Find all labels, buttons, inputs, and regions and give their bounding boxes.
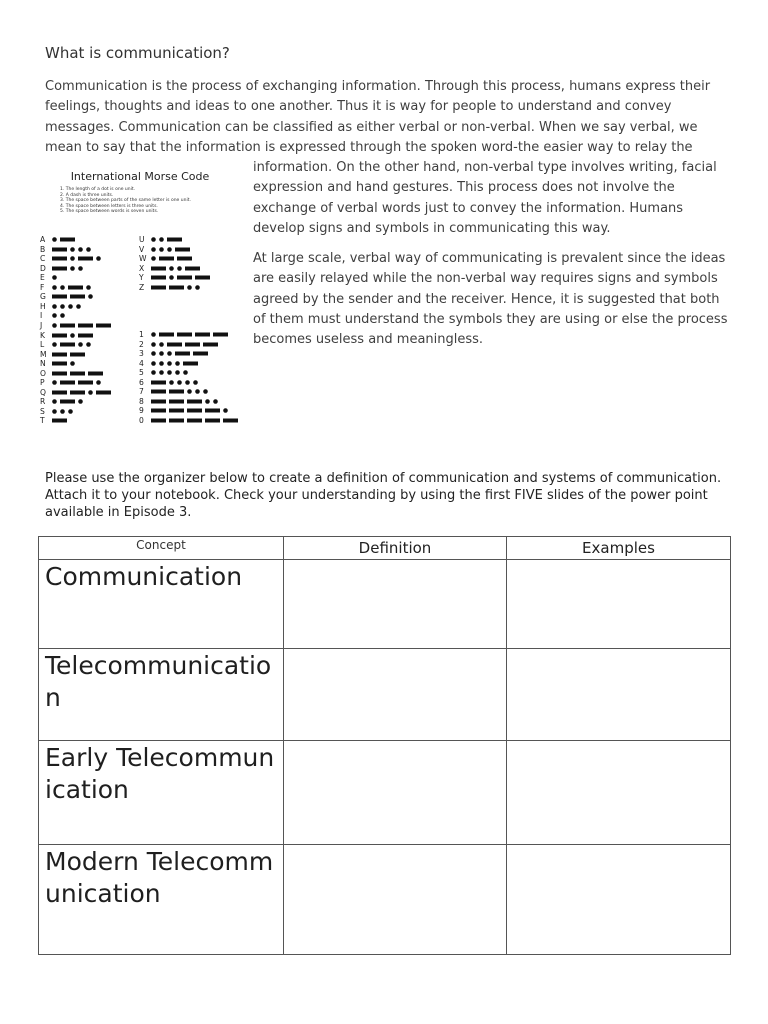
morse-dot <box>203 389 208 394</box>
morse-dash <box>52 390 67 394</box>
morse-character: H <box>40 301 46 311</box>
morse-character: 4 <box>139 358 144 368</box>
morse-dash <box>169 390 184 394</box>
morse-code <box>52 370 106 377</box>
morse-dot <box>151 256 156 261</box>
morse-dot <box>52 409 57 414</box>
morse-rule: 2. A dash is three units. <box>60 192 114 198</box>
morse-chart-rules <box>60 187 191 215</box>
morse-code-symbol <box>151 388 211 395</box>
morse-character: G <box>40 292 46 302</box>
morse-dash <box>151 409 166 413</box>
morse-code <box>52 284 94 291</box>
morse-code-symbol <box>151 360 201 367</box>
morse-dot <box>70 247 75 252</box>
morse-dash <box>183 361 198 365</box>
morse-code <box>52 246 94 253</box>
morse-chart-title: International Morse Code <box>70 170 210 183</box>
morse-dot <box>52 400 57 405</box>
morse-code-symbol <box>52 389 114 396</box>
morse-dot <box>52 323 57 328</box>
morse-code-symbol <box>52 417 70 424</box>
header-examples: Examples <box>507 537 731 560</box>
morse-code-symbol <box>151 407 231 414</box>
morse-code <box>151 388 211 395</box>
morse-code-symbol <box>52 370 106 377</box>
morse-code-symbol <box>151 398 221 405</box>
morse-character: 6 <box>139 377 144 387</box>
morse-dash <box>185 266 200 270</box>
scale-paragraph: At large scale, verbal way of communicating is prevalent since the ideas are easily relayed while the non-verbal way requires signs and symbols agreed by the sender and the receiver. Hence, it is suggested that both of them must understand the symbols they are using or else the process becomes useless and meaningless. <box>253 251 728 348</box>
morse-dot <box>78 266 83 271</box>
morse-dash <box>177 333 192 337</box>
morse-dash <box>169 409 184 413</box>
morse-character: N <box>40 359 46 369</box>
morse-rule: 5. The space between words is seven units. <box>60 209 159 215</box>
morse-code-symbol <box>151 369 191 376</box>
morse-dot <box>159 342 164 347</box>
morse-dot <box>223 409 228 414</box>
morse-dot <box>159 247 164 252</box>
morse-character: V <box>139 244 145 254</box>
morse-dot <box>167 370 172 375</box>
morse-dot <box>70 256 75 261</box>
morse-dash <box>151 418 166 422</box>
morse-dash <box>159 257 174 261</box>
morse-code-symbol <box>52 322 114 329</box>
table-row <box>39 741 731 845</box>
morse-character: S <box>40 406 45 416</box>
morse-dot <box>169 380 174 385</box>
morse-dash <box>60 343 75 347</box>
morse-dot <box>151 332 156 337</box>
morse-dot <box>151 342 156 347</box>
morse-character: E <box>40 273 45 283</box>
morse-character: U <box>139 235 145 244</box>
morse-dash <box>52 419 67 423</box>
morse-dot <box>175 370 180 375</box>
morse-code-symbol <box>52 293 96 300</box>
morse-dash <box>151 266 166 270</box>
morse-code-symbol <box>52 246 94 253</box>
morse-dash <box>68 285 83 289</box>
morse-dot <box>177 380 182 385</box>
examples-cell[interactable] <box>507 560 731 649</box>
morse-dot <box>96 256 101 261</box>
morse-code <box>151 350 211 357</box>
morse-dash <box>151 390 166 394</box>
concept-cell: Modern Telecommunication <box>39 845 284 955</box>
morse-dot <box>151 247 156 252</box>
morse-code-symbol <box>151 246 193 253</box>
morse-dash <box>203 342 218 346</box>
morse-dot <box>70 333 75 338</box>
morse-dot <box>68 304 73 309</box>
definition-cell[interactable] <box>284 845 507 955</box>
morse-code <box>52 408 76 415</box>
morse-dash <box>60 323 75 327</box>
morse-character: W <box>139 254 147 264</box>
morse-code-symbol <box>151 284 203 291</box>
morse-code-symbol <box>52 408 76 415</box>
morse-dash <box>151 399 166 403</box>
morse-dot <box>70 266 75 271</box>
morse-character: 0 <box>139 415 144 425</box>
morse-rule: 4. The space between letters is three units. <box>60 203 158 209</box>
morse-dash <box>70 390 85 394</box>
morse-dot <box>68 409 73 414</box>
morse-dot <box>86 342 91 347</box>
examples-cell[interactable] <box>507 649 731 741</box>
morse-dash <box>70 352 85 356</box>
intro-paragraph-continued: information. On the other hand, non-verbal type involves writing, facial expression and hand gestures. This process does not involve the exchange of verbal words just to convey the information. Humans develop signs and symbols in communicating this way. <box>253 160 717 236</box>
morse-code-symbol <box>52 303 84 310</box>
morse-code-symbol <box>151 274 213 281</box>
morse-dash <box>52 352 67 356</box>
morse-dot <box>52 380 57 385</box>
morse-dot <box>151 361 156 366</box>
table-row <box>39 560 731 649</box>
morse-dash <box>175 247 190 251</box>
morse-dash <box>60 238 75 242</box>
morse-dash <box>195 333 210 337</box>
morse-character: 5 <box>139 368 144 378</box>
definition-cell[interactable] <box>284 741 507 845</box>
morse-dot <box>52 275 57 280</box>
morse-dot <box>52 304 57 309</box>
header-concept: Concept <box>39 537 284 560</box>
morse-character: T <box>40 416 45 426</box>
morse-dot <box>151 351 156 356</box>
morse-dot <box>86 285 91 290</box>
morse-dash <box>213 333 228 337</box>
morse-code <box>52 322 114 329</box>
morse-dash <box>187 409 202 413</box>
morse-code-symbol <box>52 236 78 243</box>
morse-dot <box>86 247 91 252</box>
morse-code <box>151 379 201 386</box>
morse-dot <box>151 237 156 242</box>
morse-dash <box>185 342 200 346</box>
morse-code-symbol <box>151 379 201 386</box>
morse-code <box>151 417 241 424</box>
morse-dot <box>88 390 93 395</box>
morse-character: 8 <box>139 396 144 406</box>
morse-dot <box>52 285 57 290</box>
morse-code-symbol <box>52 341 94 348</box>
morse-dash <box>52 362 67 366</box>
morse-code-symbol <box>52 332 96 339</box>
morse-character: Z <box>139 282 145 292</box>
morse-dash <box>159 333 174 337</box>
definition-cell[interactable] <box>284 649 507 741</box>
morse-dash <box>187 418 202 422</box>
morse-code-symbol <box>151 417 241 424</box>
morse-dash <box>60 400 75 404</box>
morse-code-symbol <box>151 341 221 348</box>
morse-code-symbol <box>151 331 231 338</box>
morse-dash <box>60 381 75 385</box>
morse-dot <box>213 399 218 404</box>
concept-cell: Early Telecommunication <box>39 741 284 845</box>
morse-dash <box>169 399 184 403</box>
morse-code-chart <box>38 163 242 439</box>
morse-dot <box>159 351 164 356</box>
morse-code <box>151 255 195 262</box>
morse-character: O <box>40 368 46 378</box>
morse-character: Q <box>40 387 46 397</box>
morse-character: 2 <box>139 339 144 349</box>
morse-dot <box>151 370 156 375</box>
morse-dash <box>167 342 182 346</box>
morse-dot <box>187 285 192 290</box>
morse-dash <box>193 352 208 356</box>
morse-dot <box>167 247 172 252</box>
morse-code-symbol <box>52 312 68 319</box>
morse-code <box>151 246 193 253</box>
morse-dash <box>52 257 67 261</box>
header-definition: Definition <box>284 537 507 560</box>
morse-code <box>151 398 221 405</box>
morse-code <box>52 417 70 424</box>
morse-dash <box>167 238 182 242</box>
morse-code <box>151 274 213 281</box>
morse-dot <box>78 247 83 252</box>
morse-dash <box>151 285 166 289</box>
morse-dash <box>52 333 67 337</box>
morse-code <box>52 303 84 310</box>
morse-dot <box>169 275 174 280</box>
morse-dot <box>60 304 65 309</box>
morse-dot <box>167 361 172 366</box>
morse-dot <box>76 304 81 309</box>
morse-code-symbol <box>52 255 104 262</box>
morse-character: P <box>40 378 45 388</box>
morse-dot <box>183 370 188 375</box>
morse-character: I <box>40 311 43 321</box>
morse-character: M <box>40 349 47 359</box>
morse-dash <box>205 409 220 413</box>
morse-dash <box>169 418 184 422</box>
morse-code <box>52 341 94 348</box>
morse-dot <box>52 237 57 242</box>
organizer-table <box>38 536 731 955</box>
morse-character: J <box>40 320 43 330</box>
morse-code <box>52 351 88 358</box>
morse-dash <box>169 285 184 289</box>
morse-character: Y <box>139 273 144 283</box>
morse-dash <box>88 371 103 375</box>
morse-character: A <box>40 235 46 244</box>
morse-code <box>52 265 86 272</box>
morse-character: F <box>40 282 45 292</box>
morse-rule: 1. The length of a dot is one unit. <box>60 187 136 192</box>
morse-code <box>151 341 221 348</box>
morse-character: R <box>40 397 46 407</box>
morse-dot <box>52 342 57 347</box>
morse-dash <box>78 323 93 327</box>
morse-dash <box>177 276 192 280</box>
morse-code <box>151 407 231 414</box>
morse-dot <box>60 314 65 319</box>
morse-dot <box>175 361 180 366</box>
morse-dot <box>96 380 101 385</box>
morse-character: K <box>40 330 45 340</box>
morse-dot <box>159 237 164 242</box>
morse-dot <box>185 380 190 385</box>
morse-code-symbol <box>52 360 78 367</box>
morse-code-symbol <box>52 351 88 358</box>
morse-character: 7 <box>139 387 144 397</box>
morse-code <box>52 332 96 339</box>
morse-dot <box>193 380 198 385</box>
morse-code <box>52 398 86 405</box>
morse-dot <box>88 294 93 299</box>
morse-dash <box>223 418 238 422</box>
morse-dash <box>195 276 210 280</box>
morse-character: 9 <box>139 406 144 416</box>
morse-dash <box>187 399 202 403</box>
morse-dot <box>70 361 75 366</box>
concept-cell: Communication <box>39 560 284 649</box>
morse-dash <box>70 295 85 299</box>
morse-character: B <box>40 244 46 254</box>
morse-code <box>151 284 203 291</box>
page-title: What is communication? <box>45 44 230 62</box>
morse-code <box>52 236 78 243</box>
morse-dash <box>78 257 93 261</box>
morse-code <box>151 236 185 243</box>
morse-dot <box>159 361 164 366</box>
morse-dash <box>78 333 93 337</box>
table-row <box>39 649 731 741</box>
morse-character: L <box>40 340 45 350</box>
morse-dash <box>96 323 111 327</box>
organizer-header-row <box>39 537 731 560</box>
table-row <box>39 845 731 955</box>
morse-code <box>52 274 60 281</box>
morse-code-symbol <box>52 398 86 405</box>
examples-cell[interactable] <box>507 845 731 955</box>
morse-code-symbol <box>151 255 195 262</box>
morse-dash <box>52 371 67 375</box>
morse-code-symbol <box>52 379 104 386</box>
morse-dot <box>78 400 83 405</box>
examples-cell[interactable] <box>507 741 731 845</box>
morse-dash <box>52 247 67 251</box>
morse-dot <box>60 285 65 290</box>
morse-dash <box>78 381 93 385</box>
morse-rule: 3. The space between parts of the same letter is one unit. <box>60 198 191 204</box>
morse-dot <box>195 389 200 394</box>
morse-dot <box>60 409 65 414</box>
concept-cell: Telecommunication <box>39 649 284 741</box>
morse-dot <box>169 266 174 271</box>
morse-code <box>52 389 114 396</box>
morse-code <box>151 369 191 376</box>
morse-code <box>52 255 104 262</box>
morse-dot <box>78 342 83 347</box>
morse-code-symbol <box>151 236 185 243</box>
intro-paragraph: Communication is the process of exchanging information. Through this process, humans express their feelings, thoughts and ideas to one another. Thus it is way for people to understand and convey messages. Communication can be classified as either verbal or non-verbal. When we say verbal, we mean to say that the information is expressed through the spoken word-the easier way to relay the <box>45 79 711 155</box>
morse-code <box>52 379 104 386</box>
morse-code <box>52 312 68 319</box>
morse-code <box>151 360 201 367</box>
morse-dash <box>205 418 220 422</box>
morse-character: D <box>40 263 46 273</box>
instructions-paragraph: Please use the organizer below to create a definition of communication and systems of communication. Attach it to your notebook. Check your understanding by using the first FIVE slides of the power point available in Episode 3. <box>45 471 722 520</box>
morse-code <box>151 331 231 338</box>
morse-dot <box>167 351 172 356</box>
morse-code-symbol <box>151 265 203 272</box>
morse-dash <box>151 276 166 280</box>
morse-character: C <box>40 254 46 264</box>
morse-dash <box>70 371 85 375</box>
morse-dash <box>96 390 111 394</box>
morse-dash <box>151 380 166 384</box>
definition-cell[interactable] <box>284 560 507 649</box>
morse-code <box>151 265 203 272</box>
morse-code-symbol <box>52 274 60 281</box>
morse-dot <box>177 266 182 271</box>
morse-dot <box>195 285 200 290</box>
morse-dash <box>52 266 67 270</box>
morse-code-symbol <box>52 284 94 291</box>
morse-dash <box>52 295 67 299</box>
morse-dot <box>187 389 192 394</box>
morse-dot <box>52 314 57 319</box>
morse-character: X <box>139 263 145 273</box>
morse-dot <box>159 370 164 375</box>
morse-dash <box>177 257 192 261</box>
morse-dash <box>175 352 190 356</box>
morse-code <box>52 360 78 367</box>
morse-code <box>52 293 96 300</box>
morse-dot <box>205 399 210 404</box>
morse-code-symbol <box>151 350 211 357</box>
morse-character: 1 <box>139 330 144 339</box>
morse-code-symbol <box>52 265 86 272</box>
morse-character: 3 <box>139 349 144 359</box>
